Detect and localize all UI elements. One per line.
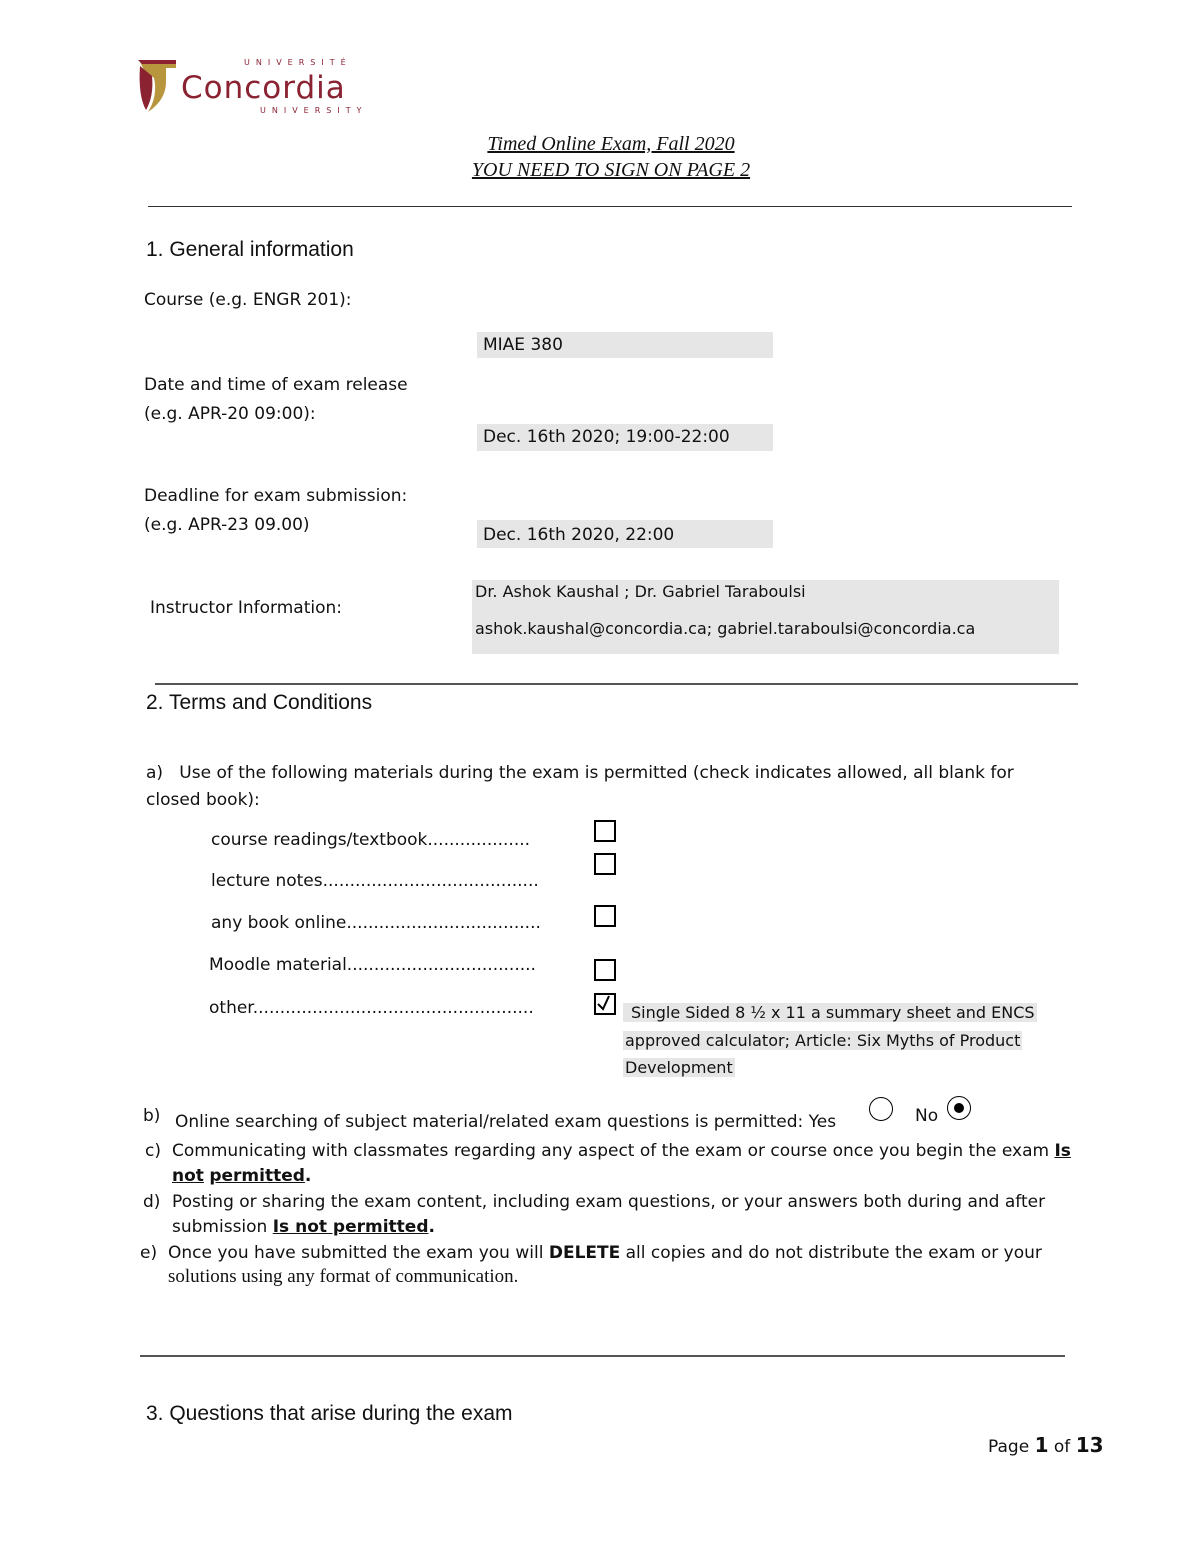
checkbox-other[interactable]	[594, 993, 616, 1015]
course-field[interactable]: MIAE 380	[477, 332, 773, 358]
section-heading-questions: 3. Questions that arise during the exam	[146, 1402, 513, 1425]
radio-no-label: No	[915, 1106, 939, 1126]
checkbox-book-online[interactable]	[594, 905, 616, 927]
term-b-text: Online searching of subject material/related exam questions is permitted: Yes	[175, 1112, 837, 1132]
instructor-names: Dr. Ashok Kaushal ; Dr. Gabriel Taraboulsi	[475, 582, 806, 601]
concordia-logo	[136, 56, 376, 120]
term-a-text: Use of the following materials during the exam is permitted (check indicates allowed, all blank for	[179, 763, 1014, 783]
material-label-book-online: any book online....................................	[211, 913, 541, 933]
material-label-moodle: Moodle material...................................	[209, 955, 536, 975]
material-label-textbook: course readings/textbook...................	[211, 830, 531, 850]
term-e-marker: e)	[140, 1243, 158, 1263]
term-a	[146, 763, 1014, 783]
term-e	[168, 1243, 1042, 1263]
concordia-shield-icon	[136, 56, 180, 116]
other-note-line2: approved calculator; Article: Six Myths of Product	[625, 1030, 1021, 1050]
other-note-line3: Development	[625, 1058, 733, 1077]
divider	[148, 206, 1072, 207]
page-current: 1	[1034, 1433, 1049, 1457]
term-a-continued: closed book):	[146, 790, 260, 810]
deadline-example: (e.g. APR-23 09.00)	[144, 515, 310, 535]
term-c-text: Communicating with classmates regarding any aspect of the exam or course once you begin the exam	[172, 1141, 1050, 1161]
section-heading-general: 1. General information	[146, 238, 354, 261]
term-c-permitted: permitted	[209, 1166, 305, 1186]
term-d-continued	[172, 1217, 435, 1237]
course-label: Course (e.g. ENGR 201):	[144, 290, 352, 310]
other-note-line1: Single Sided 8 ½ x 11 a summary sheet and ENCS	[623, 1003, 1037, 1022]
term-c-is: Is	[1054, 1141, 1071, 1161]
term-d-end: .	[428, 1217, 435, 1237]
logo-bottom-text: UNIVERSITY	[260, 106, 368, 115]
term-c-end: .	[304, 1166, 312, 1186]
page-total: 13	[1075, 1433, 1104, 1457]
release-field[interactable]: Dec. 16th 2020; 19:00-22:00	[477, 424, 773, 451]
deadline-field[interactable]: Dec. 16th 2020, 22:00	[477, 520, 773, 548]
term-e-text-a: Once you have submitted the exam you will	[168, 1243, 544, 1263]
radio-no[interactable]	[947, 1096, 971, 1120]
material-label-other: other....................................................	[209, 998, 534, 1018]
radio-yes[interactable]	[869, 1097, 893, 1121]
radio-selected-dot	[954, 1103, 964, 1113]
of-word: of	[1053, 1437, 1071, 1457]
exam-title: Timed Online Exam, Fall 2020	[487, 133, 735, 155]
deadline-label: Deadline for exam submission:	[144, 486, 408, 506]
term-a-marker: a)	[146, 763, 164, 783]
logo-wordmark: Concordia	[181, 70, 346, 106]
term-d-submission: submission	[172, 1217, 268, 1237]
checkbox-textbook[interactable]	[594, 820, 616, 842]
checkbox-lecture-notes[interactable]	[594, 853, 616, 875]
term-c	[172, 1141, 1071, 1161]
sign-notice: YOU NEED TO SIGN ON PAGE 2	[471, 159, 751, 181]
term-d-text: Posting or sharing the exam content, including exam questions, or your answers both during and after	[172, 1192, 1046, 1212]
term-b-marker: b)	[143, 1106, 161, 1126]
term-d-marker: d)	[143, 1192, 161, 1212]
section-heading-terms: 2. Terms and Conditions	[146, 691, 373, 714]
divider	[140, 1355, 1065, 1357]
release-example: (e.g. APR-20 09:00):	[144, 404, 316, 424]
page-word: Page	[988, 1437, 1030, 1457]
instructor-field[interactable]	[472, 580, 1059, 654]
term-c-marker: c)	[145, 1141, 161, 1161]
term-c-continued	[172, 1166, 311, 1186]
checkbox-moodle[interactable]	[594, 959, 616, 981]
page-number	[988, 1433, 1104, 1457]
logo-top-text: UNIVERSITÉ	[244, 58, 352, 67]
term-e-text-b: all copies and do not distribute the exam or your	[625, 1243, 1042, 1263]
term-e-delete: DELETE	[548, 1243, 621, 1263]
term-d-not-permitted: Is not permitted	[272, 1217, 429, 1237]
term-c-not: not	[172, 1166, 204, 1186]
divider	[155, 683, 1078, 685]
other-note	[623, 999, 1037, 1082]
instructor-label: Instructor Information:	[150, 598, 343, 618]
checkmark-icon	[596, 995, 614, 1013]
material-label-lecture-notes: lecture notes........................................	[211, 871, 539, 891]
instructor-emails: ashok.kaushal@concordia.ca; gabriel.taraboulsi@concordia.ca	[475, 619, 976, 638]
release-label: Date and time of exam release	[144, 375, 408, 395]
term-e-continued: solutions using any format of communication.	[168, 1266, 519, 1287]
